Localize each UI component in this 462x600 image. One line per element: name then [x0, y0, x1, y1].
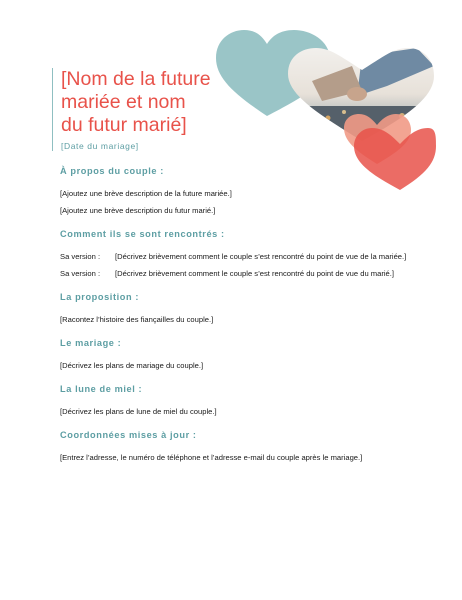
title-block — [52, 68, 236, 151]
title-line-1: [Nom de la future — [61, 68, 211, 90]
couple-names-title — [61, 68, 236, 137]
version-text: [Décrivez brièvement comment le couple s’est rencontré du point de vue de la mariée.] — [115, 252, 407, 261]
section-heading: Le mariage : — [60, 338, 122, 348]
document-body — [60, 166, 440, 476]
section-wedding — [60, 338, 440, 370]
bride-version-row — [60, 252, 440, 261]
groom-description: [Ajoutez une brève description du futur marié.] — [60, 206, 216, 215]
section-honeymoon — [60, 384, 440, 416]
section-proposal — [60, 292, 440, 324]
honeymoon-text: [Décrivez les plans de lune de miel du couple.] — [60, 407, 217, 416]
section-heading: Coordonnées mises à jour : — [60, 430, 197, 440]
version-text: [Décrivez brièvement comment le couple s’est rencontré du point de vue du marié.] — [115, 269, 394, 278]
wedding-text: [Décrivez les plans de mariage du couple.] — [60, 361, 204, 370]
version-label: Sa version : — [60, 269, 101, 278]
groom-version-row — [60, 269, 440, 278]
proposal-text: [Racontez l’histoire des fiançailles du couple.] — [60, 315, 214, 324]
bride-description: [Ajoutez une brève description de la future mariée.] — [60, 189, 232, 198]
section-heading: À propos du couple : — [60, 166, 164, 176]
section-contact — [60, 430, 440, 462]
version-label: Sa version : — [60, 252, 101, 261]
section-how-they-met — [60, 229, 440, 278]
section-heading: Comment ils se sont rencontrés : — [60, 229, 225, 239]
wedding-date: [Date du mariage] — [61, 141, 139, 151]
title-line-2: mariée et nom — [61, 91, 186, 113]
section-about — [60, 166, 440, 215]
contact-text: [Entrez l’adresse, le numéro de téléphone et l’adresse e-mail du couple après le mariage.] — [60, 453, 363, 462]
section-heading: La lune de miel : — [60, 384, 143, 394]
title-line-3: du futur marié] — [61, 114, 187, 136]
section-heading: La proposition : — [60, 292, 140, 302]
